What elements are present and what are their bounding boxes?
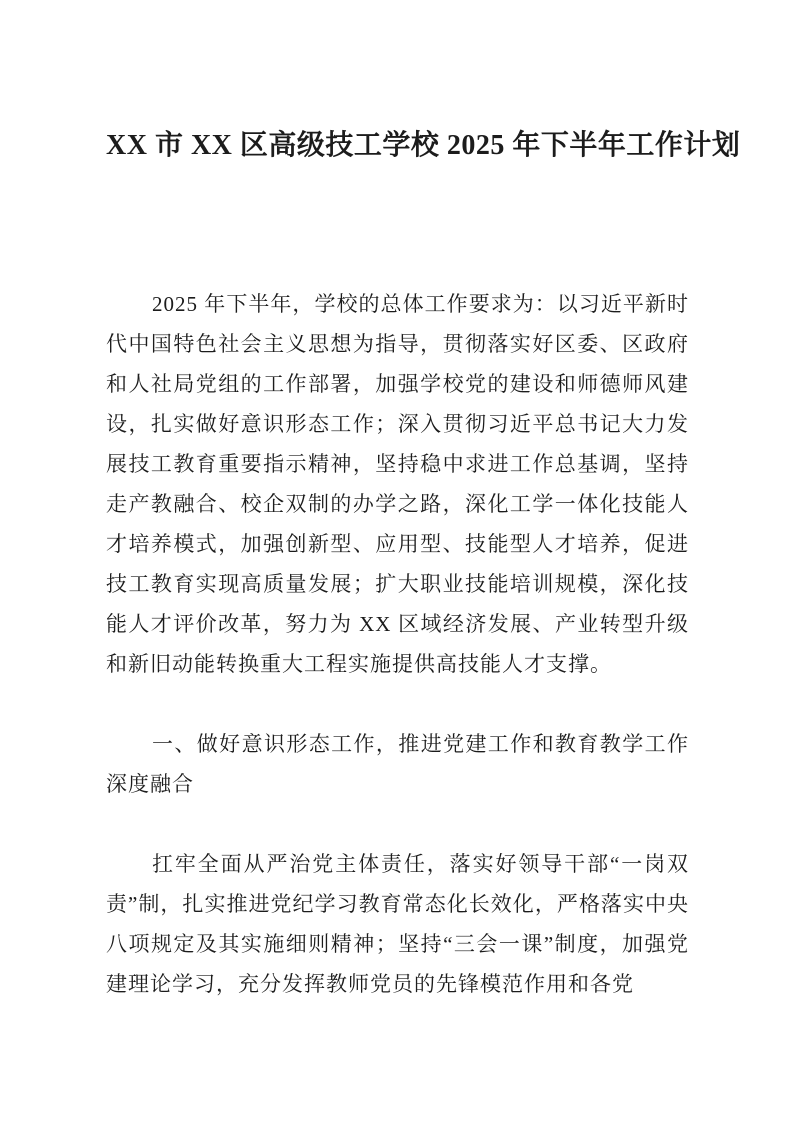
section-heading: 一、做好意识形态工作，推进党建工作和教育教学工作深度融合 [106, 732, 689, 796]
intro-paragraph: 2025 年下半年，学校的总体工作要求为：以习近平新时代中国特色社会主义思想为指导，贯彻落实好区委、区政府和人社局党组的工作部署，加强学校党的建设和师德师风建设，扎实做好意识形态工作；深入贯彻习近平总书记大力发展技工教育重要指示精神，坚持稳中求进工作总基调，坚持走产教融合、校企双制的办学之路，深化工学一体化技能人才培养模式，加强创新型、应用型、技能型人才培养，促进技工教育实现高质量发展；扩大职业技能培训规模，深化技能人才评价改革，努力为 XX 区域经济发展、产业转型升级和新旧动能转换重大工程实施提供高技能人才支撑。 [106, 292, 689, 676]
document-title: XX 市 XX 区高级技工学校 2025 年下半年工作计划 [106, 130, 741, 161]
body-paragraph: 扛牢全面从严治党主体责任，落实好领导干部“一岗双责”制，扎实推进党纪学习教育常态化长效化，严格落实中央八项规定及其实施细则精神；坚持“三会一课”制度，加强党建理论学习，充分发挥教师党员的先锋模范作用和各党 [106, 852, 689, 996]
